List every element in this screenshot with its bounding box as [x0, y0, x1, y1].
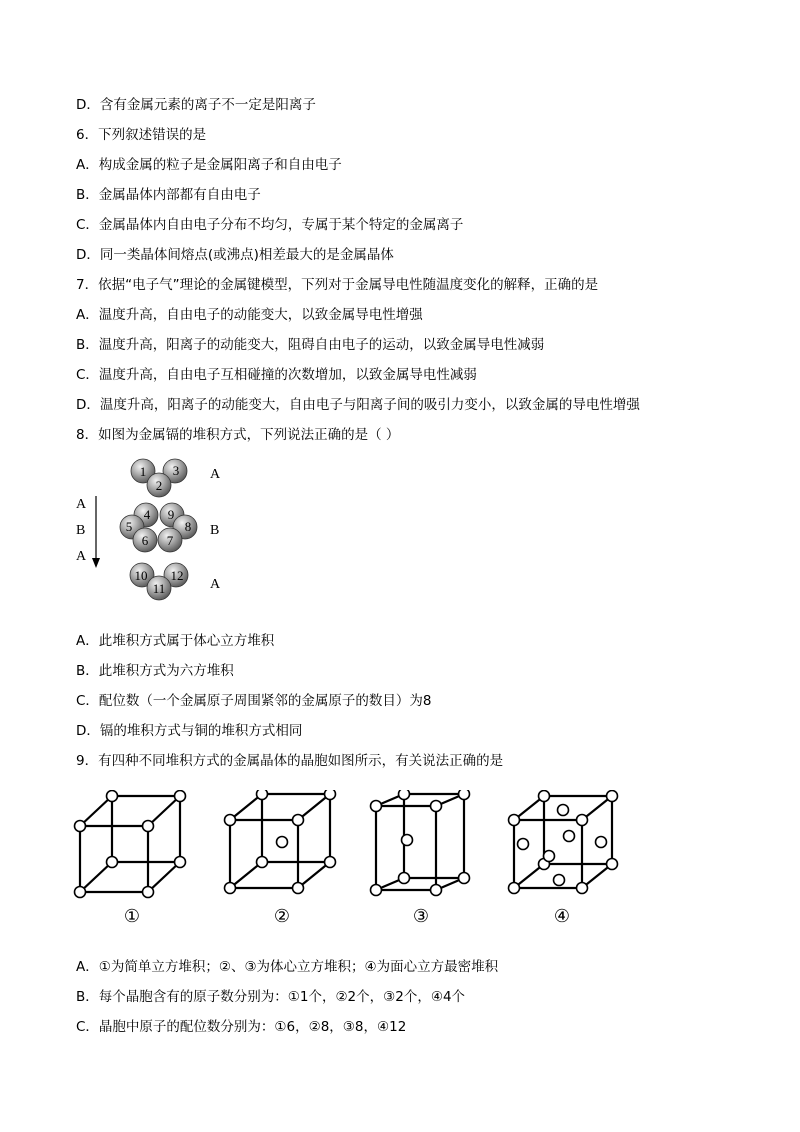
atom-label: 12	[170, 568, 184, 583]
atom-label: 8	[184, 519, 192, 534]
layer-middle	[120, 503, 197, 552]
q8-option-b: B．此堆积方式为六方堆积	[76, 663, 234, 679]
q8-stacking-figure	[66, 452, 266, 612]
atom-label: 9	[167, 507, 175, 522]
q6-stem: 6．下列叙述错误的是	[76, 127, 207, 143]
cell-caption-4: ④	[553, 906, 571, 926]
q5-option-d: D．含有金属元素的离子不一定是阳离子	[76, 97, 316, 113]
cell-caption-1: ①	[123, 906, 141, 926]
atom-label: 3	[172, 463, 180, 478]
atom-label: 11	[152, 581, 166, 596]
q6-option-d: D．同一类晶体间熔点(或沸点)相差最大的是金属晶体	[76, 247, 394, 263]
q7-option-a: A．温度升高，自由电子的动能变大，以致金属导电性增强	[76, 307, 423, 323]
left-label-top: A	[76, 497, 87, 512]
q8-option-a: A．此堆积方式属于体心立方堆积	[76, 633, 275, 649]
atom-label: 1	[139, 464, 147, 479]
q7-option-d: D．温度升高，阳离子的动能变大，自由电子与阳离子间的吸引力变小，以致金属的导电性增强	[76, 397, 640, 413]
q8-stem: 8．如图为金属镉的堆积方式，下列说法正确的是（ ）	[76, 427, 400, 443]
q9-option-b: B．每个晶胞含有的原子数分别为：①1个，②2个，③2个，④4个	[76, 989, 466, 1005]
q6-option-a: A．构成金属的粒子是金属阳离子和自由电子	[76, 157, 342, 173]
q9-option-c: C．晶胞中原子的配位数分别为：①6，②8，③8，④12	[76, 1019, 407, 1035]
atom-label: 2	[155, 478, 163, 493]
cell-caption-2: ②	[273, 906, 291, 926]
unit-cell-3	[376, 794, 464, 890]
left-label-mid: B	[76, 523, 86, 538]
right-label-mid: B	[210, 523, 220, 538]
left-label-bottom: A	[76, 549, 87, 564]
atom-label: 4	[143, 507, 151, 522]
q7-option-b: B．温度升高，阳离子的动能变大，阻碍自由电子的运动，以致金属导电性减弱	[76, 337, 545, 353]
arrow-head-icon	[92, 558, 100, 568]
atom-label: 5	[125, 519, 133, 534]
q8-option-d: D．镉的堆积方式与铜的堆积方式相同	[76, 723, 303, 739]
atom-label: 7	[166, 533, 174, 548]
q6-option-b: B．金属晶体内部都有自由电子	[76, 187, 261, 203]
q9-option-a: A．①为简单立方堆积；②、③为体心立方堆积；④为面心立方最密堆积	[76, 959, 499, 975]
atom-label: 10	[134, 568, 148, 583]
right-label-bottom: A	[210, 577, 221, 592]
cell-caption-3: ③	[412, 906, 430, 926]
layer-top	[131, 459, 187, 497]
q9-unit-cells-figure	[66, 790, 666, 950]
right-label-top: A	[210, 467, 221, 482]
layer-bottom	[130, 563, 188, 600]
q8-option-c: C．配位数（一个金属原子周围紧邻的金属原子的数目）为8	[76, 693, 432, 709]
q6-option-c: C．金属晶体内自由电子分布不均匀，专属于某个特定的金属离子	[76, 217, 464, 233]
q9-stem: 9．有四种不同堆积方式的金属晶体的晶胞如图所示，有关说法正确的是	[76, 753, 504, 769]
q7-stem: 7．依据“电子气”理论的金属键模型，下列对于金属导电性随温度变化的解释，正确的是	[76, 277, 599, 293]
q7-option-c: C．温度升高，自由电子互相碰撞的次数增加，以致金属导电性减弱	[76, 367, 477, 383]
atom-label: 6	[141, 533, 149, 548]
unit-cell-1	[80, 796, 180, 892]
